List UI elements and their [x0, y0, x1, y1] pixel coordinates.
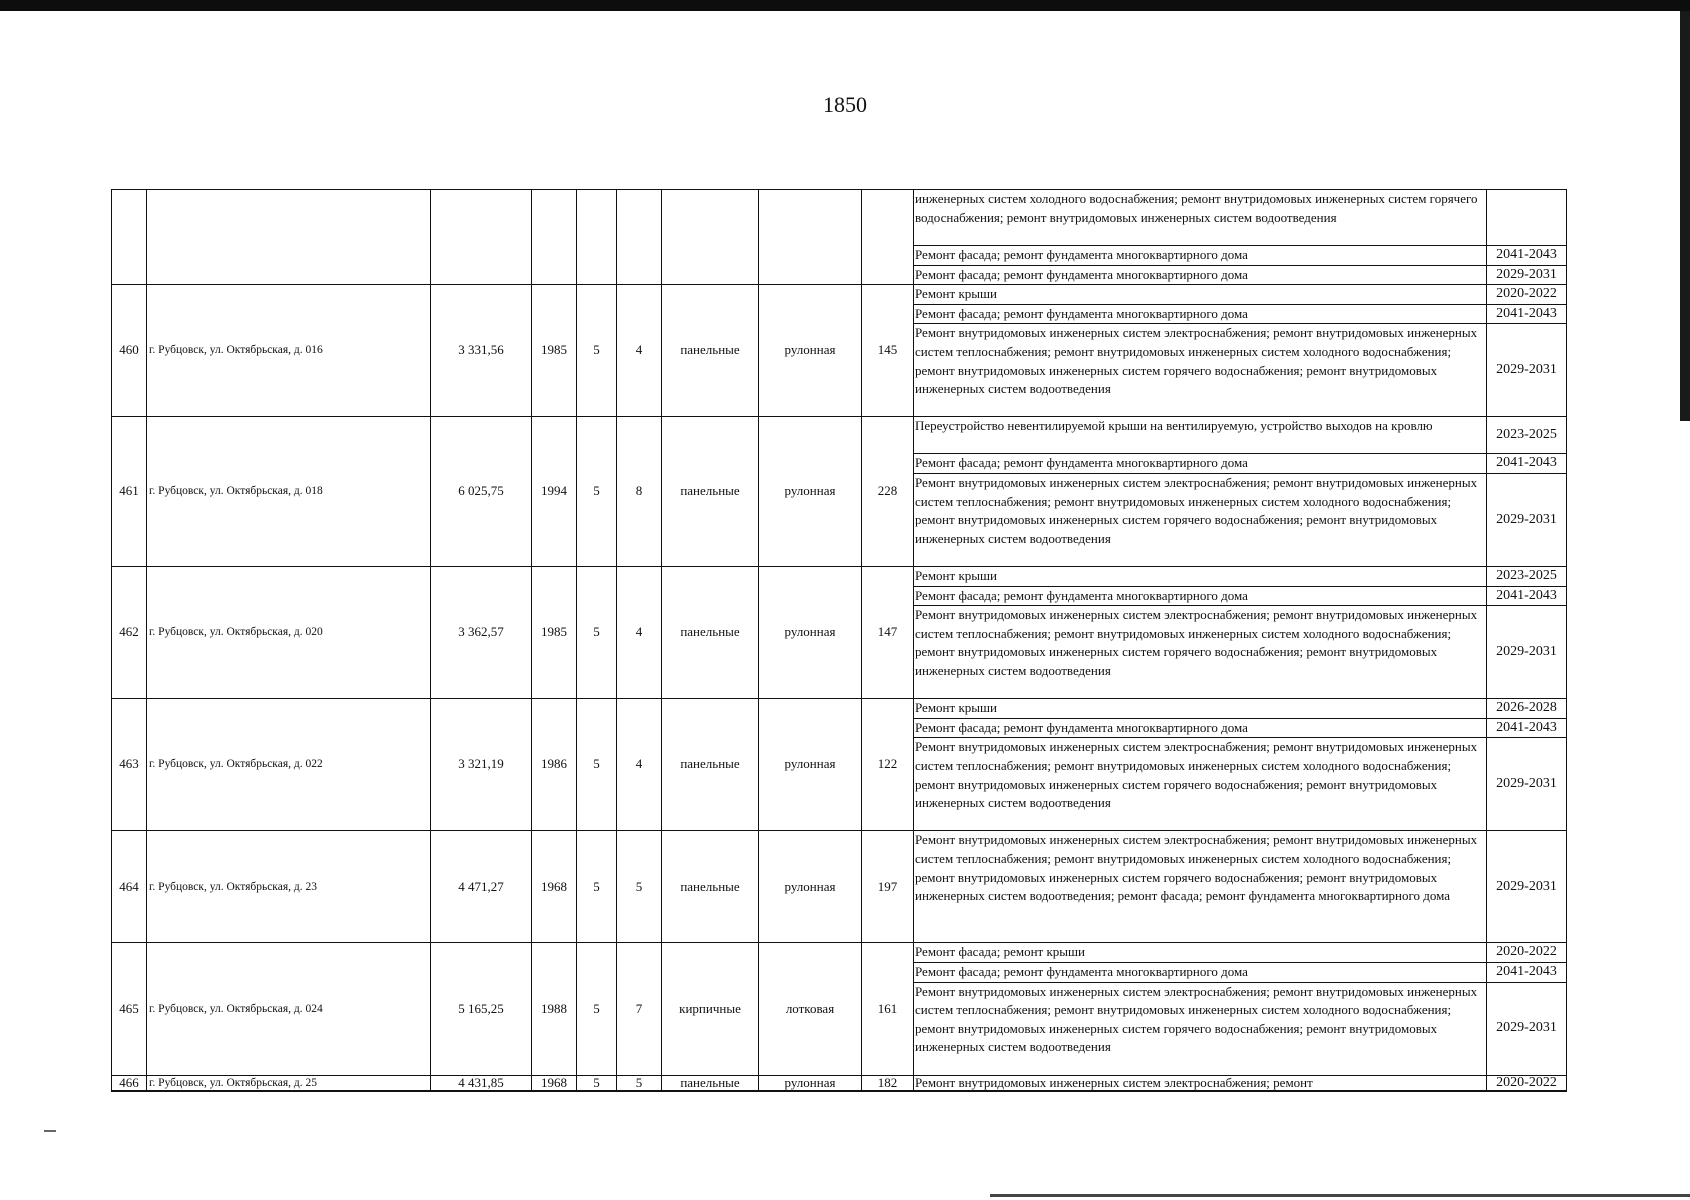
cell-walls: панельные [662, 566, 759, 698]
cell-roof: рулонная [759, 1075, 862, 1091]
cell-entrances: 5 [617, 1075, 662, 1091]
table-row [112, 566, 1567, 586]
cell-work: Ремонт фасада; ремонт фундамента многоквартирного дома [914, 718, 1487, 738]
cell-residents: 182 [862, 1075, 914, 1091]
cell-work: Переустройство невентилируемой крыши на вентилируемую, устройство выходов на кровлю [914, 417, 1487, 454]
cell-period: 2041-2043 [1487, 454, 1567, 474]
cell-roof: рулонная [759, 699, 862, 831]
cell-work: Ремонт фасада; ремонт крыши [914, 943, 1487, 963]
cell-year: 1968 [532, 1075, 577, 1091]
cell-area: 3 331,56 [431, 285, 532, 417]
cell-area: 3 362,57 [431, 566, 532, 698]
cell-walls: кирпичные [662, 943, 759, 1075]
cell-floors: 5 [577, 566, 617, 698]
cell-floors: 5 [577, 1075, 617, 1091]
scan-edge-right [1680, 11, 1690, 421]
cell-no: 462 [112, 566, 147, 698]
scan-edge-top [0, 0, 1690, 11]
cell-period: 2041-2043 [1487, 718, 1567, 738]
cell-work: Ремонт фасада; ремонт фундамента многоквартирного дома [914, 586, 1487, 606]
scan-edge-bottom [990, 1194, 1690, 1197]
cell-period: 2029-2031 [1487, 265, 1567, 285]
cell-period: 2029-2031 [1487, 831, 1567, 943]
cell-work: Ремонт крыши [914, 285, 1487, 305]
cell-walls: панельные [662, 831, 759, 943]
cell-walls: панельные [662, 1075, 759, 1091]
cell-roof [759, 190, 862, 285]
cell-period: 2029-2031 [1487, 606, 1567, 699]
cell-floors: 5 [577, 699, 617, 831]
cell-roof: рулонная [759, 831, 862, 943]
cell-area: 4 431,85 [431, 1075, 532, 1091]
cell-period: 2029-2031 [1487, 473, 1567, 566]
cell-walls [662, 190, 759, 285]
cell-work: Ремонт фасада; ремонт фундамента многоквартирного дома [914, 265, 1487, 285]
cell-address: г. Рубцовск, ул. Октябрьская, д. 25 [147, 1075, 431, 1091]
cell-residents: 122 [862, 699, 914, 831]
cell-no: 460 [112, 285, 147, 417]
cell-address: г. Рубцовск, ул. Октябрьская, д. 23 [147, 831, 431, 943]
cell-year: 1985 [532, 285, 577, 417]
cell-period: 2023-2025 [1487, 417, 1567, 454]
cell-residents: 197 [862, 831, 914, 943]
cell-work: Ремонт фасада; ремонт фундамента многоквартирного дома [914, 246, 1487, 266]
cell-period: 2023-2025 [1487, 566, 1567, 586]
cell-year: 1988 [532, 943, 577, 1075]
cell-period: 2029-2031 [1487, 982, 1567, 1075]
cell-year: 1985 [532, 566, 577, 698]
cell-address: г. Рубцовск, ул. Октябрьская, д. 022 [147, 699, 431, 831]
cell-entrances: 7 [617, 943, 662, 1075]
cell-period: 2029-2031 [1487, 324, 1567, 417]
cell-roof: рулонная [759, 285, 862, 417]
cell-residents: 145 [862, 285, 914, 417]
cell-residents: 161 [862, 943, 914, 1075]
cell-no: 464 [112, 831, 147, 943]
cell-walls: панельные [662, 417, 759, 567]
cell-no: 461 [112, 417, 147, 567]
cell-entrances [617, 190, 662, 285]
cell-entrances: 4 [617, 566, 662, 698]
cell-work: Ремонт внутридомовых инженерных систем электроснабжения; ремонт внутридомовых инженерных систем теплоснабжения; ремонт внутридомовых инженерных систем холодного водоснабжения; ремонт внутридомовых инженерных систем горячего водоснабжения; ремонт внутридомовых инженерных систем водоотведения [914, 606, 1487, 699]
cell-area: 6 025,75 [431, 417, 532, 567]
table-row [112, 831, 1567, 943]
table-row [112, 699, 1567, 719]
cell-work: Ремонт фасада; ремонт фундамента многоквартирного дома [914, 962, 1487, 982]
cell-work: Ремонт крыши [914, 699, 1487, 719]
cell-address: г. Рубцовск, ул. Октябрьская, д. 018 [147, 417, 431, 567]
table-row-carryover [112, 190, 1567, 246]
cell-area: 4 471,27 [431, 831, 532, 943]
cell-entrances: 8 [617, 417, 662, 567]
cell-period: 2020-2022 [1487, 1075, 1567, 1091]
cell-no: 465 [112, 943, 147, 1075]
table-row [112, 285, 1567, 305]
cell-period: 2029-2031 [1487, 738, 1567, 831]
page-number: 1850 [823, 92, 867, 117]
cell-period: 2041-2043 [1487, 304, 1567, 324]
cell-walls: панельные [662, 285, 759, 417]
cell-period: 2041-2043 [1487, 586, 1567, 606]
cell-year: 1968 [532, 831, 577, 943]
cell-period: 2020-2022 [1487, 285, 1567, 305]
cell-period: 2041-2043 [1487, 962, 1567, 982]
cell-address: г. Рубцовск, ул. Октябрьская, д. 020 [147, 566, 431, 698]
table-row [112, 1075, 1567, 1091]
cell-no [112, 190, 147, 285]
cell-work: Ремонт внутридомовых инженерных систем электроснабжения; ремонт внутридомовых инженерных систем теплоснабжения; ремонт внутридомовых инженерных систем холодного водоснабжения; ремонт внутридомовых инженерных систем горячего водоснабжения; ремонт внутридомовых инженерных систем водоотведения [914, 473, 1487, 566]
cell-roof: рулонная [759, 417, 862, 567]
cell-work: Ремонт внутридомовых инженерных систем электроснабжения; ремонт внутридомовых инженерных систем теплоснабжения; ремонт внутридомовых инженерных систем холодного водоснабжения; ремонт внутридомовых инженерных систем горячего водоснабжения; ремонт внутридомовых инженерных систем водоотведения [914, 324, 1487, 417]
cell-work: Ремонт внутридомовых инженерных систем электроснабжения; ремонт внутридомовых инженерных систем теплоснабжения; ремонт внутридомовых инженерных систем холодного водоснабжения; ремонт внутридомовых инженерных систем горячего водоснабжения; ремонт внутридомовых инженерных систем водоотведения [914, 738, 1487, 831]
cell-year [532, 190, 577, 285]
cell-area: 3 321,19 [431, 699, 532, 831]
cell-no: 466 [112, 1075, 147, 1091]
housing-register-table [111, 189, 1567, 1092]
cell-roof: лотковая [759, 943, 862, 1075]
cell-work: Ремонт внутридомовых инженерных систем электроснабжения; ремонт внутридомовых инженерных систем теплоснабжения; ремонт внутридомовых инженерных систем холодного водоснабжения; ремонт внутридомовых инженерных систем горячего водоснабжения; ремонт внутридомовых инженерных систем водоотведения [914, 982, 1487, 1075]
cell-work: Ремонт внутридомовых инженерных систем электроснабжения; ремонт [914, 1075, 1487, 1091]
cell-floors: 5 [577, 285, 617, 417]
cell-work: Ремонт крыши [914, 566, 1487, 586]
scan-smudge [44, 1130, 56, 1132]
cell-residents [862, 190, 914, 285]
cell-area: 5 165,25 [431, 943, 532, 1075]
cell-walls: панельные [662, 699, 759, 831]
cell-entrances: 4 [617, 699, 662, 831]
cell-address: г. Рубцовск, ул. Октябрьская, д. 016 [147, 285, 431, 417]
cell-address [147, 190, 431, 285]
cell-work: инженерных систем холодного водоснабжения; ремонт внутридомовых инженерных систем горячего водоснабжения; ремонт внутридомовых инженерных систем водоотведения [914, 190, 1487, 246]
cell-work: Ремонт фасада; ремонт фундамента многоквартирного дома [914, 454, 1487, 474]
table-row [112, 417, 1567, 454]
cell-period: 2026-2028 [1487, 699, 1567, 719]
cell-roof: рулонная [759, 566, 862, 698]
cell-entrances: 4 [617, 285, 662, 417]
cell-address: г. Рубцовск, ул. Октябрьская, д. 024 [147, 943, 431, 1075]
cell-floors [577, 190, 617, 285]
cell-residents: 228 [862, 417, 914, 567]
cell-floors: 5 [577, 831, 617, 943]
cell-work: Ремонт фасада; ремонт фундамента многоквартирного дома [914, 304, 1487, 324]
cell-residents: 147 [862, 566, 914, 698]
cell-area [431, 190, 532, 285]
table-row [112, 943, 1567, 963]
cell-entrances: 5 [617, 831, 662, 943]
cell-period [1487, 190, 1567, 246]
cell-period: 2041-2043 [1487, 246, 1567, 266]
cell-no: 463 [112, 699, 147, 831]
cell-work: Ремонт внутридомовых инженерных систем электроснабжения; ремонт внутридомовых инженерных систем теплоснабжения; ремонт внутридомовых инженерных систем холодного водоснабжения; ремонт внутридомовых инженерных систем горячего водоснабжения; ремонт внутридомовых инженерных систем водоотведения; ремонт фасада; ремонт фундамента многоквартирного дома [914, 831, 1487, 943]
cell-period: 2020-2022 [1487, 943, 1567, 963]
cell-year: 1994 [532, 417, 577, 567]
cell-year: 1986 [532, 699, 577, 831]
cell-floors: 5 [577, 943, 617, 1075]
cell-floors: 5 [577, 417, 617, 567]
